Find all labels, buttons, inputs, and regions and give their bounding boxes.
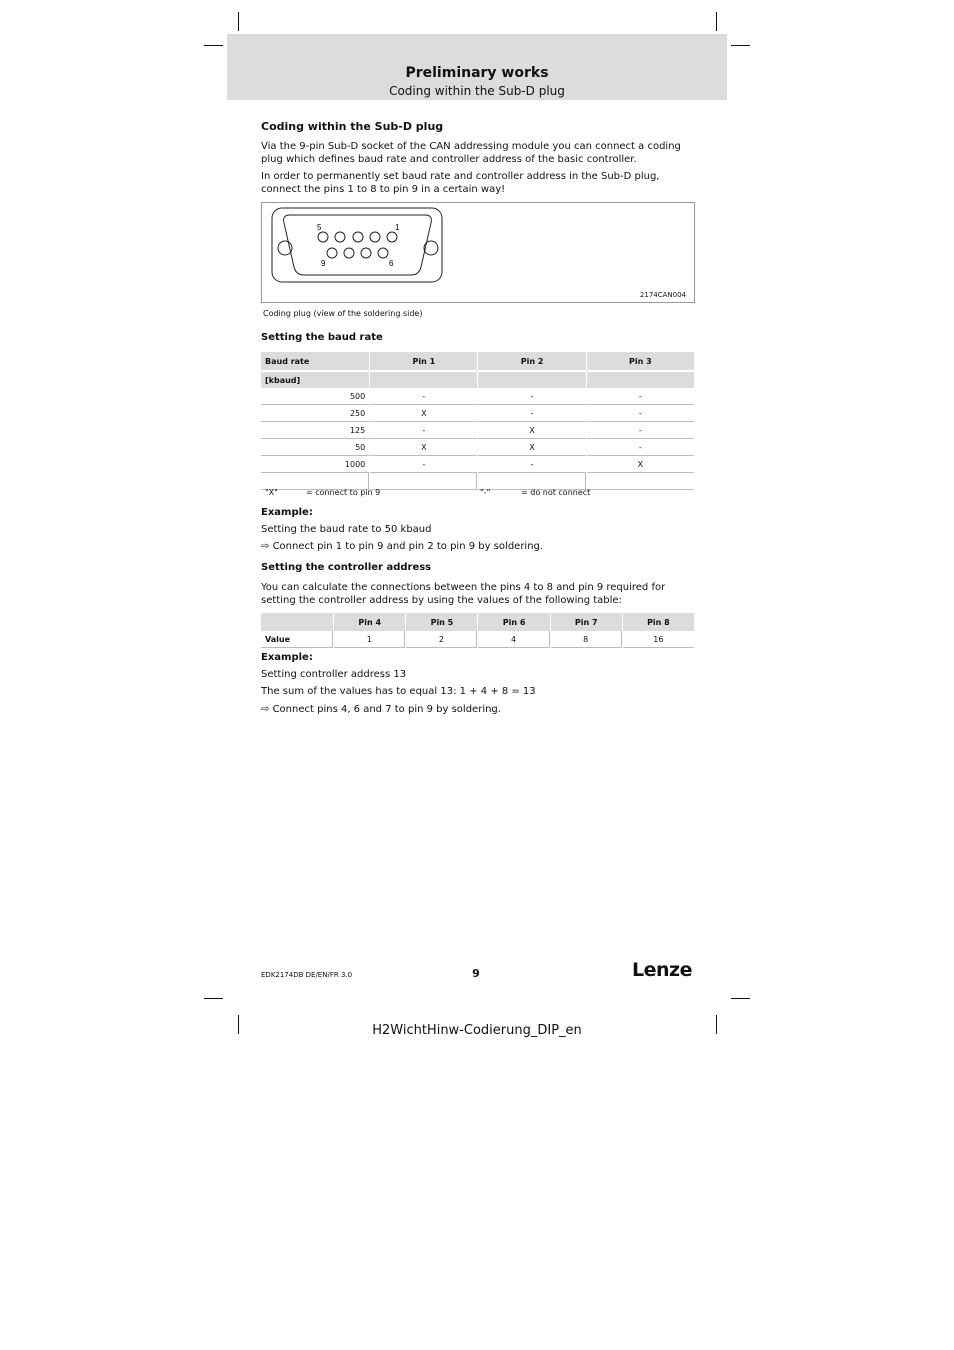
arrow-icon: ⇨: [261, 541, 270, 552]
address-paragraph: You can calculate the connections between the pins 4 to 8 and pin 9 required for setting the controller address by using the values of the following table:: [261, 582, 666, 606]
instruction-paragraph: In order to permanently set baud rate and controller address in the Sub-D plug, connect the pins 1 to 8 to pin 9 in a certain way!: [261, 171, 660, 195]
table-header: Pin 7: [551, 613, 622, 631]
table-subheader-row: [261, 370, 694, 388]
table-header: Pin 1: [370, 352, 477, 370]
table-cell: -: [478, 405, 585, 422]
table-cell: X: [587, 456, 694, 473]
table-row: [261, 388, 694, 405]
table-cell: X: [478, 422, 585, 439]
table-cell: X: [370, 439, 477, 456]
example-instruction-text: Connect pin 1 to pin 9 and pin 2 to pin 9 by soldering.: [272, 541, 544, 552]
table-row: [261, 631, 694, 648]
table-cell: 16: [623, 631, 694, 648]
crop-mark: [716, 12, 717, 31]
table-header: Pin 2: [478, 352, 585, 370]
table-header: Pin 6: [478, 613, 549, 631]
table-cell: 500: [261, 388, 369, 405]
pin-label-1: 1: [395, 223, 400, 232]
table-row: [261, 405, 694, 422]
table-header: Pin 8: [623, 613, 694, 631]
example-label: Example:: [261, 507, 313, 518]
table-cell: 1000: [261, 456, 369, 473]
pin-label-6: 6: [389, 259, 394, 268]
table-cell: -: [370, 456, 477, 473]
legend-x-symbol: "X": [265, 488, 278, 497]
address-table: [260, 613, 695, 648]
example-text: Setting controller address 13: [261, 669, 407, 680]
example-instruction: [261, 540, 695, 553]
page-title: Preliminary works: [405, 65, 549, 81]
legend-dash-symbol: "-": [480, 488, 491, 497]
baud-heading: Setting the baud rate: [261, 332, 383, 343]
crop-mark: [731, 45, 750, 46]
table-cell: -: [587, 422, 694, 439]
table-cell: 1: [334, 631, 405, 648]
table-cell: 250: [261, 405, 369, 422]
table-cell: -: [587, 405, 694, 422]
table-row: [261, 422, 694, 439]
table-header-row: [261, 613, 694, 631]
figure-code: 2174CAN004: [639, 291, 686, 299]
table-cell: -: [587, 439, 694, 456]
example-instruction: [261, 703, 695, 716]
table-header-row: [261, 352, 694, 370]
arrow-icon: ⇨: [261, 704, 270, 715]
legend-dash-text: = do not connect: [521, 488, 591, 497]
table-header: Pin 3: [587, 352, 694, 370]
address-heading: Setting the controller address: [261, 562, 432, 573]
pin-label-5: 5: [317, 223, 322, 232]
table-cell: 50: [261, 439, 369, 456]
legend-x-text: = connect to pin 9: [306, 488, 381, 497]
crop-mark: [238, 12, 239, 31]
connector-figure: [261, 202, 695, 303]
lenze-logo: Lenze: [632, 959, 692, 981]
intro-paragraph: Via the 9-pin Sub-D socket of the CAN addressing module you can connect a coding plug which defines baud rate and controller address of the basic controller.: [261, 141, 681, 165]
document-id: EDK2174DB DE/EN/FR 3.0: [261, 971, 353, 979]
unit-header: [kbaud]: [261, 370, 369, 388]
crop-mark: [204, 45, 223, 46]
example-label: Example:: [261, 652, 313, 663]
section-heading: Coding within the Sub-D plug: [261, 120, 444, 133]
table-cell: 2: [406, 631, 477, 648]
table-header: Baud rate: [261, 352, 369, 370]
table-row: [261, 439, 694, 456]
example-instruction-text: Connect pins 4, 6 and 7 to pin 9 by soldering.: [272, 704, 501, 715]
table-cell: X: [478, 439, 585, 456]
table-cell: -: [587, 388, 694, 405]
table-cell: -: [370, 388, 477, 405]
table-header: Pin 5: [406, 613, 477, 631]
row-label: Value: [261, 631, 333, 648]
table-cell: 8: [551, 631, 622, 648]
table-cell: -: [478, 456, 585, 473]
table-cell: 4: [478, 631, 549, 648]
legend-x: [265, 488, 381, 497]
crop-mark: [731, 998, 750, 999]
pin-label-9: 9: [321, 259, 326, 268]
file-name: H2WichtHinw-Codierung_DIP_en: [372, 1023, 582, 1038]
crop-mark: [204, 998, 223, 999]
legend-dash: [480, 488, 591, 497]
page-subtitle: Coding within the Sub-D plug: [389, 84, 565, 98]
table-row: [261, 456, 694, 473]
table-header: [261, 613, 333, 631]
table-cell: -: [370, 422, 477, 439]
table-cell: 125: [261, 422, 369, 439]
baud-table: [260, 352, 695, 490]
page-number: 9: [472, 967, 480, 980]
table-cell: X: [370, 405, 477, 422]
figure-caption: Coding plug (view of the soldering side): [263, 309, 423, 318]
sub-d-connector-drawing: [262, 203, 694, 302]
example-text: Setting the baud rate to 50 kbaud: [261, 524, 432, 535]
table-header: Pin 4: [334, 613, 405, 631]
example-sum: The sum of the values has to equal 13: 1 + 4 + 8 = 13: [261, 686, 536, 697]
table-cell: -: [478, 388, 585, 405]
